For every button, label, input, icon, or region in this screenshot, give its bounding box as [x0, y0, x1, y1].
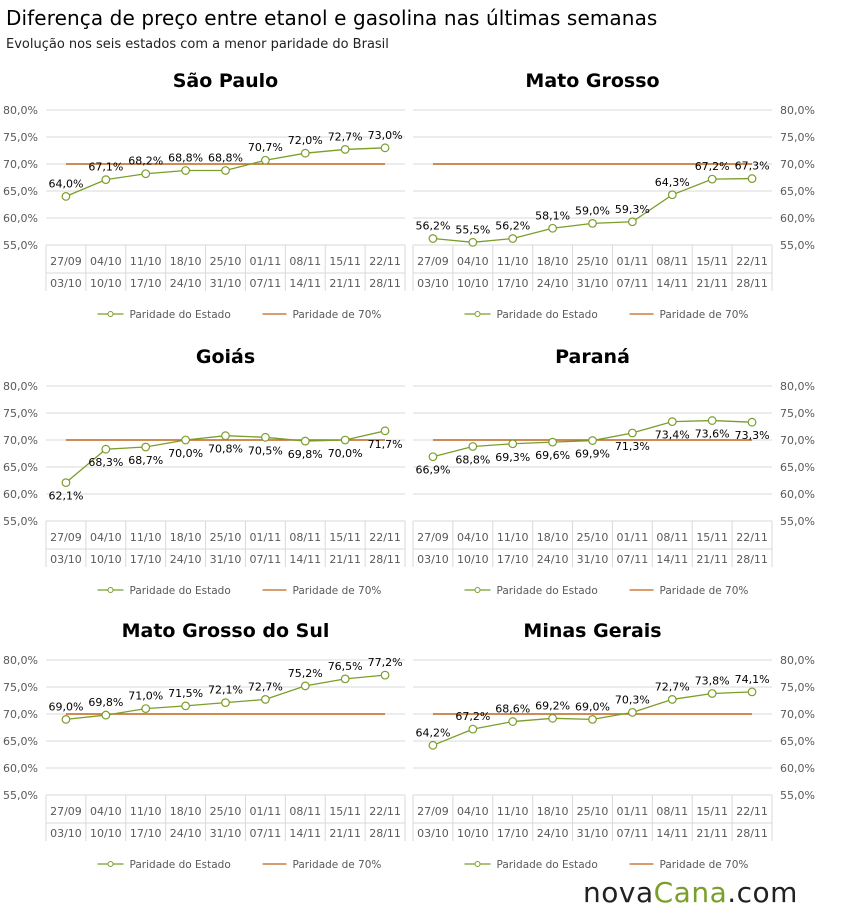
data-point [748, 688, 756, 696]
x-tick-label: 08/11 [656, 255, 689, 268]
data-point [469, 443, 477, 451]
y-tick-label: 75,0% [780, 131, 815, 144]
x-tick-label: 24/10 [169, 553, 202, 566]
x-tick-label: 03/10 [50, 277, 82, 290]
chart-4 [413, 346, 815, 597]
x-tick-label: 15/11 [696, 805, 729, 818]
legend-label: Paridade de 70% [659, 585, 749, 597]
data-point [142, 170, 150, 178]
data-point [62, 716, 70, 724]
y-tick-label: 60,0% [3, 488, 38, 501]
x-tick-label: 14/11 [656, 277, 689, 290]
legend-label: Paridade de 70% [292, 309, 382, 321]
data-point [301, 437, 309, 445]
data-point [589, 220, 597, 228]
data-label: 68,2% [128, 154, 164, 168]
data-label: 71,3% [614, 439, 650, 453]
x-tick-label: 22/11 [369, 805, 401, 818]
novacana-logo: novaCana.com [583, 876, 798, 909]
legend-label: Paridade do Estado [129, 585, 231, 597]
data-point [668, 696, 676, 704]
data-label: 70,0% [168, 447, 204, 460]
x-tick-label: 11/10 [129, 805, 162, 818]
chart-title: Paraná [555, 346, 630, 368]
y-tick-label: 55,0% [780, 789, 815, 802]
x-tick-label: 14/11 [289, 277, 322, 290]
y-tick-label: 70,0% [780, 708, 815, 721]
y-tick-label: 70,0% [3, 158, 38, 171]
data-point [301, 149, 309, 157]
chart-2 [413, 70, 815, 321]
x-tick-label: 21/11 [329, 277, 362, 290]
x-tick-label: 08/11 [289, 255, 322, 268]
data-label: 68,8% [455, 453, 491, 467]
legend-marker-state [108, 312, 113, 317]
data-label: 72,0% [287, 134, 323, 148]
data-label: 73,0% [367, 128, 403, 142]
y-tick-label: 60,0% [780, 212, 815, 225]
data-label: 67,2% [455, 710, 491, 724]
chart-title: Goiás [195, 346, 256, 368]
data-point [381, 144, 389, 152]
y-tick-label: 75,0% [3, 407, 38, 420]
x-tick-label: 25/10 [576, 805, 609, 818]
x-tick-label: 04/10 [89, 805, 122, 818]
data-label: 67,2% [694, 160, 730, 174]
legend-marker-state [475, 862, 480, 867]
data-label: 69,6% [535, 449, 571, 463]
chart-5 [3, 620, 405, 871]
x-tick-label: 10/10 [89, 553, 122, 566]
x-tick-label: 31/10 [576, 827, 609, 840]
data-label: 75,2% [287, 666, 323, 680]
y-tick-label: 80,0% [3, 380, 38, 393]
x-tick-label: 22/11 [736, 255, 768, 268]
y-tick-label: 75,0% [780, 407, 815, 420]
data-label: 67,3% [734, 159, 770, 173]
legend-label: Paridade do Estado [496, 585, 598, 597]
y-tick-label: 75,0% [3, 131, 38, 144]
chart-1 [3, 70, 405, 321]
data-label: 68,8% [168, 151, 204, 165]
x-tick-label: 27/09 [417, 255, 449, 268]
data-point [469, 725, 477, 733]
data-label: 70,0% [327, 447, 363, 460]
data-label: 70,8% [208, 442, 243, 456]
x-tick-label: 10/10 [89, 827, 122, 840]
data-point [222, 432, 230, 440]
x-tick-label: 24/10 [536, 553, 569, 566]
x-tick-label: 24/10 [169, 277, 202, 290]
y-tick-label: 65,0% [3, 185, 38, 198]
y-tick-label: 55,0% [3, 515, 38, 528]
data-point [222, 699, 230, 707]
x-tick-label: 21/11 [696, 277, 729, 290]
x-tick-label: 07/11 [616, 277, 649, 290]
x-tick-label: 25/10 [209, 805, 242, 818]
page-subtitle: Evolução nos seis estados com a menor paridade do Brasil [6, 37, 389, 52]
x-tick-label: 27/09 [417, 805, 449, 818]
data-label: 73,8% [694, 674, 730, 688]
data-label: 67,1% [88, 160, 124, 174]
legend-marker-state [475, 312, 480, 317]
data-label: 72,7% [654, 680, 690, 694]
data-point [381, 427, 389, 435]
data-point [509, 440, 517, 448]
x-tick-label: 11/10 [129, 531, 162, 544]
page-title: Diferença de preço entre etanol e gasolina nas últimas semanas [6, 6, 658, 30]
x-tick-label: 18/10 [536, 255, 569, 268]
x-tick-label: 21/11 [696, 827, 729, 840]
y-tick-label: 55,0% [3, 239, 38, 252]
x-tick-label: 18/10 [169, 255, 202, 268]
x-tick-label: 08/11 [656, 531, 689, 544]
data-label: 74,1% [734, 672, 770, 686]
data-label: 66,9% [415, 463, 451, 477]
data-point [341, 146, 349, 154]
legend-marker-state [108, 862, 113, 867]
x-tick-label: 25/10 [209, 255, 242, 268]
x-tick-label: 01/11 [616, 255, 649, 268]
x-tick-label: 14/11 [289, 827, 322, 840]
x-tick-label: 31/10 [209, 827, 242, 840]
x-tick-label: 31/10 [576, 277, 609, 290]
x-tick-label: 21/11 [329, 827, 362, 840]
y-tick-label: 70,0% [3, 434, 38, 447]
x-tick-label: 25/10 [209, 531, 242, 544]
x-tick-label: 25/10 [576, 531, 609, 544]
x-tick-label: 27/09 [50, 255, 82, 268]
x-tick-label: 11/10 [496, 255, 529, 268]
y-tick-label: 60,0% [780, 488, 815, 501]
x-tick-label: 04/10 [456, 531, 489, 544]
x-tick-label: 28/11 [736, 277, 768, 290]
x-tick-label: 03/10 [50, 827, 82, 840]
x-tick-label: 08/11 [656, 805, 689, 818]
x-tick-label: 04/10 [456, 255, 489, 268]
y-tick-label: 60,0% [3, 212, 38, 225]
x-tick-label: 01/11 [616, 805, 649, 818]
y-tick-label: 65,0% [3, 461, 38, 474]
data-point [668, 191, 676, 199]
data-label: 69,0% [48, 700, 84, 714]
data-point [142, 443, 150, 451]
data-point [262, 156, 270, 164]
x-tick-label: 15/11 [329, 805, 362, 818]
data-point [509, 235, 517, 243]
x-tick-label: 28/11 [369, 827, 401, 840]
x-tick-label: 28/11 [736, 553, 768, 566]
legend-label: Paridade de 70% [292, 585, 382, 597]
x-tick-label: 22/11 [736, 805, 768, 818]
x-tick-label: 07/11 [249, 277, 282, 290]
legend-label: Paridade do Estado [496, 309, 598, 321]
data-label: 73,6% [694, 427, 730, 441]
x-tick-label: 17/10 [129, 827, 162, 840]
y-tick-label: 75,0% [780, 681, 815, 694]
x-tick-label: 22/11 [736, 531, 768, 544]
legend-label: Paridade do Estado [129, 309, 231, 321]
data-point [429, 235, 437, 243]
y-tick-label: 70,0% [780, 434, 815, 447]
data-label: 69,2% [535, 699, 571, 713]
x-tick-label: 15/11 [696, 531, 729, 544]
data-point [142, 705, 150, 713]
data-label: 69,9% [575, 447, 610, 461]
x-tick-label: 17/10 [496, 553, 529, 566]
data-label: 68,3% [88, 456, 124, 470]
data-point [301, 682, 309, 690]
y-tick-label: 80,0% [3, 654, 38, 667]
data-label: 70,7% [247, 141, 283, 155]
x-tick-label: 14/11 [289, 553, 322, 566]
x-tick-label: 22/11 [369, 255, 401, 268]
x-tick-label: 17/10 [496, 277, 529, 290]
x-tick-label: 18/10 [169, 531, 202, 544]
legend-label: Paridade do Estado [496, 859, 598, 871]
data-label: 56,2% [495, 219, 531, 233]
data-label: 72,7% [327, 130, 363, 144]
data-point [102, 176, 110, 184]
x-tick-label: 01/11 [616, 531, 649, 544]
y-tick-label: 55,0% [3, 789, 38, 802]
data-label: 72,7% [247, 680, 283, 694]
y-tick-label: 60,0% [780, 762, 815, 775]
data-point [429, 453, 437, 461]
x-tick-label: 28/11 [736, 827, 768, 840]
y-tick-label: 55,0% [780, 239, 815, 252]
x-tick-label: 11/10 [496, 805, 529, 818]
x-tick-label: 07/11 [249, 827, 282, 840]
data-point [708, 690, 716, 698]
y-tick-label: 65,0% [780, 735, 815, 748]
data-label: 68,7% [128, 454, 164, 468]
data-point [381, 671, 389, 679]
x-tick-label: 25/10 [576, 255, 609, 268]
x-tick-label: 21/11 [329, 553, 362, 566]
data-point [668, 418, 676, 426]
x-tick-label: 03/10 [417, 277, 449, 290]
x-tick-label: 17/10 [129, 277, 162, 290]
legend-marker-state [108, 588, 113, 593]
data-point [182, 702, 190, 710]
x-tick-label: 03/10 [417, 827, 449, 840]
data-label: 56,2% [415, 219, 451, 233]
x-tick-label: 21/11 [696, 553, 729, 566]
x-tick-label: 10/10 [89, 277, 122, 290]
data-label: 68,6% [495, 702, 531, 716]
x-tick-label: 24/10 [536, 277, 569, 290]
data-label: 59,0% [575, 204, 610, 218]
y-tick-label: 70,0% [3, 708, 38, 721]
data-point [748, 418, 756, 426]
y-tick-label: 80,0% [780, 380, 815, 393]
y-tick-label: 65,0% [780, 461, 815, 474]
data-label: 69,8% [88, 696, 124, 710]
data-point [549, 715, 557, 723]
x-tick-label: 01/11 [249, 255, 282, 268]
x-tick-label: 22/11 [369, 531, 401, 544]
x-tick-label: 04/10 [89, 531, 122, 544]
data-label: 70,3% [614, 693, 650, 707]
chart-3 [3, 346, 405, 597]
x-tick-label: 01/11 [249, 531, 282, 544]
data-label: 77,2% [367, 656, 403, 670]
legend-label: Paridade de 70% [292, 859, 382, 871]
data-label: 73,3% [734, 429, 770, 443]
x-tick-label: 18/10 [536, 531, 569, 544]
x-tick-label: 10/10 [456, 553, 489, 566]
x-tick-label: 27/09 [50, 805, 82, 818]
x-tick-label: 10/10 [456, 827, 489, 840]
legend-marker-state [475, 588, 480, 593]
x-tick-label: 31/10 [209, 553, 242, 566]
data-label: 64,3% [654, 175, 690, 189]
x-tick-label: 28/11 [369, 553, 401, 566]
data-point [341, 675, 349, 683]
x-tick-label: 24/10 [536, 827, 569, 840]
y-tick-label: 65,0% [3, 735, 38, 748]
data-label: 71,5% [168, 686, 204, 700]
data-label: 71,0% [128, 689, 164, 703]
data-label: 58,1% [535, 209, 571, 223]
data-label: 69,8% [287, 448, 323, 462]
data-point [549, 224, 557, 232]
x-tick-label: 24/10 [169, 827, 202, 840]
x-tick-label: 31/10 [209, 277, 242, 290]
y-tick-label: 80,0% [780, 654, 815, 667]
legend-label: Paridade de 70% [659, 859, 749, 871]
data-point [708, 417, 716, 425]
x-tick-label: 15/11 [696, 255, 729, 268]
y-tick-label: 80,0% [780, 104, 815, 117]
x-tick-label: 01/11 [249, 805, 282, 818]
data-point [262, 696, 270, 704]
data-point [62, 479, 70, 487]
chart-title: Mato Grosso do Sul [121, 620, 330, 642]
x-tick-label: 10/10 [456, 277, 489, 290]
data-point [748, 175, 756, 183]
data-label: 64,0% [48, 177, 84, 191]
y-tick-label: 75,0% [3, 681, 38, 694]
data-label: 59,3% [614, 202, 650, 216]
x-tick-label: 14/11 [656, 553, 689, 566]
x-tick-label: 11/10 [496, 531, 529, 544]
x-tick-label: 27/09 [50, 531, 82, 544]
data-point [182, 436, 190, 444]
data-point [62, 193, 70, 201]
data-label: 70,5% [247, 444, 283, 458]
x-tick-label: 17/10 [129, 553, 162, 566]
data-point [629, 429, 637, 437]
data-label: 69,0% [575, 700, 610, 714]
data-point [629, 709, 637, 717]
data-label: 62,1% [48, 489, 84, 503]
data-label: 72,1% [208, 683, 243, 697]
y-tick-label: 70,0% [780, 158, 815, 171]
x-tick-label: 15/11 [329, 531, 362, 544]
data-label: 73,4% [654, 428, 690, 442]
y-tick-label: 80,0% [3, 104, 38, 117]
y-tick-label: 65,0% [780, 185, 815, 198]
x-tick-label: 31/10 [576, 553, 609, 566]
y-tick-label: 60,0% [3, 762, 38, 775]
x-tick-label: 18/10 [169, 805, 202, 818]
data-point [589, 437, 597, 445]
data-point [509, 718, 517, 726]
data-label: 64,2% [415, 726, 451, 740]
x-tick-label: 27/09 [417, 531, 449, 544]
data-point [102, 711, 110, 719]
x-tick-label: 04/10 [456, 805, 489, 818]
data-label: 69,3% [495, 450, 531, 464]
x-tick-label: 08/11 [289, 531, 322, 544]
data-point [102, 445, 110, 453]
x-tick-label: 04/10 [89, 255, 122, 268]
legend-label: Paridade de 70% [659, 309, 749, 321]
x-tick-label: 08/11 [289, 805, 322, 818]
x-tick-label: 14/11 [656, 827, 689, 840]
data-point [469, 239, 477, 247]
chart-title: Mato Grosso [525, 70, 660, 92]
x-tick-label: 18/10 [536, 805, 569, 818]
x-tick-label: 07/11 [616, 553, 649, 566]
data-point [549, 438, 557, 446]
data-point [341, 436, 349, 444]
x-tick-label: 11/10 [129, 255, 162, 268]
x-tick-label: 15/11 [329, 255, 362, 268]
y-tick-label: 55,0% [780, 515, 815, 528]
x-tick-label: 17/10 [496, 827, 529, 840]
x-tick-label: 07/11 [616, 827, 649, 840]
data-label: 76,5% [327, 659, 363, 673]
data-point [708, 175, 716, 183]
chart-title: São Paulo [172, 70, 279, 92]
data-label: 68,8% [208, 151, 243, 165]
data-point [182, 167, 190, 175]
data-label: 55,5% [455, 223, 491, 237]
data-point [589, 716, 597, 724]
x-tick-label: 07/11 [249, 553, 282, 566]
x-tick-label: 03/10 [417, 553, 449, 566]
chart-6 [413, 620, 815, 871]
data-point [629, 218, 637, 226]
x-tick-label: 03/10 [50, 553, 82, 566]
data-point [429, 742, 437, 750]
x-tick-label: 28/11 [369, 277, 401, 290]
data-point [262, 434, 270, 442]
legend-label: Paridade do Estado [129, 859, 231, 871]
chart-title: Minas Gerais [523, 620, 662, 642]
data-point [222, 167, 230, 175]
data-label: 71,7% [367, 437, 403, 451]
